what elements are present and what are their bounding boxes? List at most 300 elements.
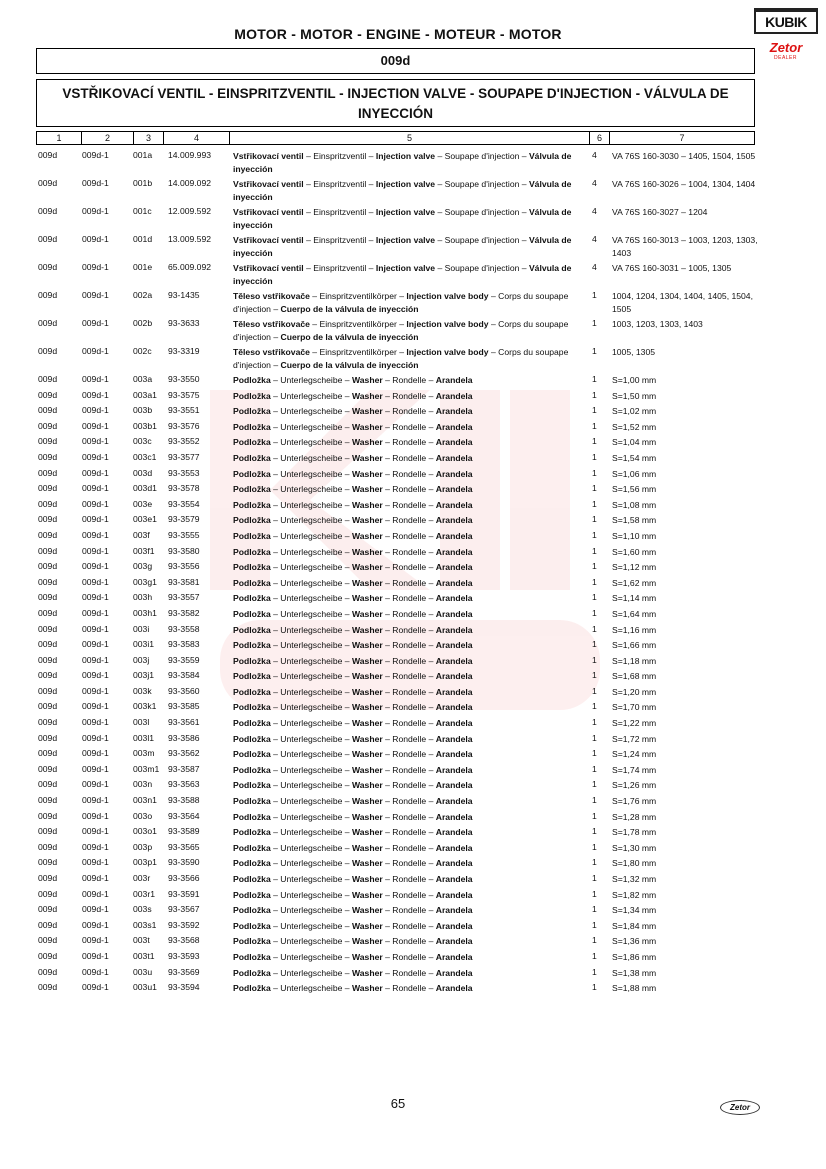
cell-group: 009d xyxy=(38,623,58,634)
cell-subgroup: 009d-1 xyxy=(82,670,109,681)
cell-group: 009d xyxy=(38,919,58,930)
table-row xyxy=(36,436,776,452)
cell-note: S=1,70 mm xyxy=(612,702,657,713)
cell-group: 009d xyxy=(38,178,58,188)
cell-note: VA 76S 160-3030 – 1405, 1504, 1505 xyxy=(612,151,756,161)
cell-part-number: 93-3589 xyxy=(168,826,200,837)
table-row xyxy=(36,421,776,437)
cell-note: S=1,80 mm xyxy=(612,858,657,869)
table-row xyxy=(36,592,776,608)
cell-description: Podložka – Unterlegscheibe – Washer – Rondelle – Arandela xyxy=(233,718,473,729)
cell-part-number: 93-3554 xyxy=(168,498,200,509)
cell-quantity: 1 xyxy=(592,982,597,993)
cell-note: S=1,72 mm xyxy=(612,733,657,744)
cell-quantity: 1 xyxy=(592,810,597,821)
table-row xyxy=(36,717,776,733)
cell-part-number: 93-3553 xyxy=(168,467,200,478)
cell-subgroup: 009d-1 xyxy=(82,639,109,650)
table-row xyxy=(36,982,776,998)
table-row xyxy=(36,483,776,499)
cell-description: Podložka – Unterlegscheibe – Washer – Rondelle – Arandela xyxy=(233,546,473,557)
table-row xyxy=(36,967,776,983)
cell-part-number: 93-3582 xyxy=(168,607,200,618)
cell-position: 003c1 xyxy=(133,451,157,462)
cell-note: S=1,56 mm xyxy=(612,484,657,495)
cell-description: Podložka – Unterlegscheibe – Washer – Rondelle – Arandela xyxy=(233,655,473,666)
cell-group: 009d xyxy=(38,545,58,556)
table-row xyxy=(36,639,776,655)
cell-note: S=1,36 mm xyxy=(612,936,657,947)
cell-part-number: 93-3579 xyxy=(168,514,200,525)
cell-position: 003d xyxy=(133,467,153,478)
cell-note: S=1,78 mm xyxy=(612,827,657,838)
cell-note: VA 76S 160-3027 – 1204 xyxy=(612,207,708,217)
cell-position: 003m1 xyxy=(133,763,160,774)
cell-description: Podložka – Unterlegscheibe – Washer – Rondelle – Arandela xyxy=(233,499,473,510)
cell-position: 003e1 xyxy=(133,514,157,525)
cell-subgroup: 009d-1 xyxy=(82,732,109,743)
cell-subgroup: 009d-1 xyxy=(82,592,109,603)
cell-quantity: 1 xyxy=(592,732,597,743)
cell-position: 003p xyxy=(133,841,153,852)
cell-description: Podložka – Unterlegscheibe – Washer – Rondelle – Arandela xyxy=(233,375,473,385)
table-row xyxy=(36,795,776,811)
table-row xyxy=(36,206,776,234)
cell-group: 009d xyxy=(38,685,58,696)
table-row xyxy=(36,530,776,546)
cell-part-number: 93-3569 xyxy=(168,966,200,977)
cell-note: S=1,16 mm xyxy=(612,624,657,635)
cell-group: 009d xyxy=(38,561,58,572)
cell-quantity: 1 xyxy=(592,701,597,712)
cell-quantity: 1 xyxy=(592,420,597,431)
cell-description: Těleso vstřikovače – Einspritzventilkörper – Injection valve body – Corps du soupape d'injection – Cuerpo de la válvula de inyección xyxy=(233,291,569,314)
cell-part-number: 93-3581 xyxy=(168,576,200,587)
cell-quantity: 1 xyxy=(592,795,597,806)
cell-note: S=1,68 mm xyxy=(612,671,657,682)
cell-quantity: 1 xyxy=(592,374,597,384)
col-5: 5 xyxy=(230,132,590,144)
cell-note: S=1,22 mm xyxy=(612,718,657,729)
cell-subgroup: 009d-1 xyxy=(82,529,109,540)
cell-description: Podložka – Unterlegscheibe – Washer – Rondelle – Arandela xyxy=(233,827,473,838)
cell-part-number: 93-3587 xyxy=(168,763,200,774)
cell-position: 003f xyxy=(133,529,150,540)
cell-subgroup: 009d-1 xyxy=(82,966,109,977)
table-row xyxy=(36,935,776,951)
cell-position: 003b xyxy=(133,405,153,416)
cell-subgroup: 009d-1 xyxy=(82,467,109,478)
table-row xyxy=(36,811,776,827)
cell-description: Podložka – Unterlegscheibe – Washer – Rondelle – Arandela xyxy=(233,406,473,417)
table-row xyxy=(36,670,776,686)
cell-subgroup: 009d-1 xyxy=(82,290,109,300)
cell-subgroup: 009d-1 xyxy=(82,982,109,993)
cell-description: Podložka – Unterlegscheibe – Washer – Rondelle – Arandela xyxy=(233,452,473,463)
cell-position: 003i1 xyxy=(133,639,155,650)
cell-quantity: 1 xyxy=(592,576,597,587)
cell-subgroup: 009d-1 xyxy=(82,607,109,618)
cell-part-number: 93-3558 xyxy=(168,623,200,634)
cell-note: 1003, 1203, 1303, 1403 xyxy=(612,319,703,329)
cell-position: 003e xyxy=(133,498,153,509)
cell-note: S=1,86 mm xyxy=(612,951,657,962)
cell-part-number: 93-3575 xyxy=(168,389,200,400)
cell-note: S=1,14 mm xyxy=(612,593,657,604)
cell-note: 1004, 1204, 1304, 1404, 1405, 1504, 1505 xyxy=(612,291,753,314)
cell-part-number: 93-3560 xyxy=(168,685,200,696)
cell-group: 009d xyxy=(38,483,58,494)
cell-position: 003l xyxy=(133,717,150,728)
cell-description: Podložka – Unterlegscheibe – Washer – Rondelle – Arandela xyxy=(233,936,473,947)
cell-description: Vstřikovací ventil – Einspritzventil – Injection valve – Soupape d'injection – Válvula de inyección xyxy=(233,151,572,174)
cell-quantity: 1 xyxy=(592,935,597,946)
cell-group: 009d xyxy=(38,841,58,852)
cell-description: Podložka – Unterlegscheibe – Washer – Rondelle – Arandela xyxy=(233,811,473,822)
cell-subgroup: 009d-1 xyxy=(82,514,109,525)
section-title: VSTŘIKOVACÍ VENTIL - EINSPRITZVENTIL - INJECTION VALVE - SOUPAPE D'INJECTION - VÁLVULA DE INYECCIÓN xyxy=(36,79,755,127)
cell-position: 003s xyxy=(133,904,152,915)
cell-quantity: 1 xyxy=(592,498,597,509)
cell-part-number: 93-3577 xyxy=(168,451,200,462)
cell-quantity: 1 xyxy=(592,904,597,915)
cell-part-number: 93-3561 xyxy=(168,717,200,728)
table-row xyxy=(36,748,776,764)
cell-description: Podložka – Unterlegscheibe – Washer – Rondelle – Arandela xyxy=(233,562,473,573)
cell-part-number: 13.009.592 xyxy=(168,234,212,244)
cell-part-number: 93-3591 xyxy=(168,888,200,899)
table-row xyxy=(36,873,776,889)
cell-group: 009d xyxy=(38,701,58,712)
cell-quantity: 1 xyxy=(592,841,597,852)
cell-group: 009d xyxy=(38,654,58,665)
cell-group: 009d xyxy=(38,467,58,478)
cell-group: 009d xyxy=(38,795,58,806)
cell-description: Podložka – Unterlegscheibe – Washer – Rondelle – Arandela xyxy=(233,515,473,526)
cell-quantity: 1 xyxy=(592,857,597,868)
cell-part-number: 93-3584 xyxy=(168,670,200,681)
table-row xyxy=(36,857,776,873)
cell-quantity: 1 xyxy=(592,592,597,603)
cell-quantity: 1 xyxy=(592,561,597,572)
cell-description: Podložka – Unterlegscheibe – Washer – Rondelle – Arandela xyxy=(233,484,473,495)
cell-description: Vstřikovací ventil – Einspritzventil – Injection valve – Soupape d'injection – Válvula de inyección xyxy=(233,179,572,202)
cell-part-number: 93-3585 xyxy=(168,701,200,712)
cell-part-number: 93-3583 xyxy=(168,639,200,650)
cell-description: Vstřikovací ventil – Einspritzventil – Injection valve – Soupape d'injection – Válvula de inyección xyxy=(233,235,572,258)
cell-note: VA 76S 160-3013 – 1003, 1203, 1303, 1403 xyxy=(612,235,758,258)
table-row xyxy=(36,701,776,717)
cell-part-number: 14.009.092 xyxy=(168,178,212,188)
cell-quantity: 1 xyxy=(592,405,597,416)
cell-subgroup: 009d-1 xyxy=(82,826,109,837)
cell-group: 009d xyxy=(38,290,58,300)
cell-part-number: 93-3551 xyxy=(168,405,200,416)
cell-group: 009d xyxy=(38,206,58,216)
table-row xyxy=(36,561,776,577)
cell-position: 003c xyxy=(133,436,152,447)
cell-part-number: 93-3568 xyxy=(168,935,200,946)
col-4: 4 xyxy=(164,132,230,144)
cell-position: 003r1 xyxy=(133,888,155,899)
cell-subgroup: 009d-1 xyxy=(82,405,109,416)
table-row xyxy=(36,826,776,842)
table-row xyxy=(36,468,776,484)
cell-part-number: 93-3552 xyxy=(168,436,200,447)
table-row xyxy=(36,178,776,206)
cell-group: 009d xyxy=(38,607,58,618)
cell-part-number: 93-1435 xyxy=(168,290,200,300)
cell-quantity: 1 xyxy=(592,483,597,494)
cell-subgroup: 009d-1 xyxy=(82,717,109,728)
cell-subgroup: 009d-1 xyxy=(82,389,109,400)
cell-note: S=1,60 mm xyxy=(612,546,657,557)
cell-group: 009d xyxy=(38,451,58,462)
cell-note: S=1,18 mm xyxy=(612,655,657,666)
table-row xyxy=(36,546,776,562)
col-3: 3 xyxy=(134,132,164,144)
cell-quantity: 1 xyxy=(592,763,597,774)
cell-description: Podložka – Unterlegscheibe – Washer – Rondelle – Arandela xyxy=(233,967,473,978)
kubik-logo: KUBIK xyxy=(754,10,818,34)
cell-group: 009d xyxy=(38,982,58,993)
cell-position: 001d xyxy=(133,234,153,244)
table-row xyxy=(36,405,776,421)
cell-group: 009d xyxy=(38,639,58,650)
cell-group: 009d xyxy=(38,966,58,977)
cell-group: 009d xyxy=(38,779,58,790)
table-row xyxy=(36,390,776,406)
cell-part-number: 93-3559 xyxy=(168,654,200,665)
cell-note: S=1,00 mm xyxy=(612,375,657,385)
cell-subgroup: 009d-1 xyxy=(82,935,109,946)
cell-position: 003j xyxy=(133,654,150,665)
cell-group: 009d xyxy=(38,748,58,759)
cell-group: 009d xyxy=(38,318,58,328)
cell-position: 003t xyxy=(133,935,150,946)
cell-position: 003r xyxy=(133,873,151,883)
cell-subgroup: 009d-1 xyxy=(82,234,109,244)
table-row xyxy=(36,733,776,749)
cell-position: 003s1 xyxy=(133,919,157,930)
table-row xyxy=(36,262,776,290)
cell-part-number: 93-3566 xyxy=(168,873,200,883)
cell-quantity: 1 xyxy=(592,919,597,930)
cell-note: S=1,50 mm xyxy=(612,390,657,401)
cell-part-number: 93-3567 xyxy=(168,904,200,915)
cell-subgroup: 009d-1 xyxy=(82,262,109,272)
cell-subgroup: 009d-1 xyxy=(82,841,109,852)
cell-position: 001a xyxy=(133,150,153,160)
cell-group: 009d xyxy=(38,826,58,837)
cell-group: 009d xyxy=(38,420,58,431)
cell-note: S=1,64 mm xyxy=(612,608,657,619)
cell-part-number: 93-3319 xyxy=(168,346,200,356)
cell-subgroup: 009d-1 xyxy=(82,810,109,821)
cell-group: 009d xyxy=(38,763,58,774)
cell-subgroup: 009d-1 xyxy=(82,857,109,868)
table-row xyxy=(36,624,776,640)
cell-group: 009d xyxy=(38,262,58,272)
cell-note: S=1,26 mm xyxy=(612,780,657,791)
cell-group: 009d xyxy=(38,150,58,160)
cell-subgroup: 009d-1 xyxy=(82,545,109,556)
cell-note: S=1,04 mm xyxy=(612,437,657,448)
cell-note: S=1,88 mm xyxy=(612,983,657,994)
cell-part-number: 93-3590 xyxy=(168,857,200,868)
cell-note: S=1,02 mm xyxy=(612,406,657,417)
cell-note: S=1,84 mm xyxy=(612,920,657,931)
cell-note: S=1,58 mm xyxy=(612,515,657,526)
cell-subgroup: 009d-1 xyxy=(82,150,109,160)
cell-quantity: 1 xyxy=(592,545,597,556)
cell-quantity: 1 xyxy=(592,607,597,618)
cell-position: 003p1 xyxy=(133,857,157,868)
cell-position: 003h1 xyxy=(133,607,157,618)
cell-subgroup: 009d-1 xyxy=(82,436,109,447)
cell-part-number: 93-3564 xyxy=(168,810,200,821)
cell-note: S=1,62 mm xyxy=(612,577,657,588)
cell-description: Vstřikovací ventil – Einspritzventil – Injection valve – Soupape d'injection – Válvula de inyección xyxy=(233,263,572,286)
cell-quantity: 1 xyxy=(592,950,597,961)
cell-quantity: 1 xyxy=(592,290,597,300)
cell-description: Podložka – Unterlegscheibe – Washer – Rondelle – Arandela xyxy=(233,733,473,744)
cell-description: Těleso vstřikovače – Einspritzventilkörper – Injection valve body – Corps du soupape d'injection – Cuerpo de la válvula de inyección xyxy=(233,347,569,370)
cell-part-number: 93-3565 xyxy=(168,841,200,852)
cell-position: 003b1 xyxy=(133,420,157,431)
cell-quantity: 1 xyxy=(592,318,597,328)
cell-quantity: 1 xyxy=(592,826,597,837)
cell-group: 009d xyxy=(38,436,58,447)
cell-group: 009d xyxy=(38,873,58,883)
zetor-footer-logo: Zetor xyxy=(720,1100,760,1115)
table-row xyxy=(36,514,776,530)
cell-part-number: 93-3562 xyxy=(168,748,200,759)
cell-subgroup: 009d-1 xyxy=(82,374,109,384)
table-row xyxy=(36,452,776,468)
cell-quantity: 1 xyxy=(592,436,597,447)
cell-description: Podložka – Unterlegscheibe – Washer – Rondelle – Arandela xyxy=(233,842,473,853)
zetor-logo: Zetor xyxy=(769,40,803,55)
cell-note: S=1,82 mm xyxy=(612,889,657,900)
cell-position: 003j1 xyxy=(133,670,155,681)
cell-note: S=1,06 mm xyxy=(612,468,657,479)
cell-group: 009d xyxy=(38,717,58,728)
cell-position: 003t1 xyxy=(133,950,155,961)
cell-subgroup: 009d-1 xyxy=(82,950,109,961)
cell-position: 002c xyxy=(133,346,152,356)
cell-quantity: 4 xyxy=(592,262,597,272)
cell-note: S=1,20 mm xyxy=(612,686,657,697)
cell-position: 003k xyxy=(133,685,152,696)
cell-group: 009d xyxy=(38,888,58,899)
cell-subgroup: 009d-1 xyxy=(82,904,109,915)
cell-part-number: 93-3594 xyxy=(168,982,200,993)
cell-group: 009d xyxy=(38,514,58,525)
cell-quantity: 1 xyxy=(592,873,597,883)
cell-part-number: 93-3550 xyxy=(168,374,200,384)
kubik-zetor-logo xyxy=(754,10,820,62)
cell-quantity: 1 xyxy=(592,389,597,400)
cell-quantity: 4 xyxy=(592,150,597,160)
cell-subgroup: 009d-1 xyxy=(82,206,109,216)
cell-description: Podložka – Unterlegscheibe – Washer – Rondelle – Arandela xyxy=(233,983,473,994)
table-row xyxy=(36,889,776,905)
cell-description: Podložka – Unterlegscheibe – Washer – Rondelle – Arandela xyxy=(233,624,473,635)
cell-quantity: 1 xyxy=(592,639,597,650)
cell-group: 009d xyxy=(38,950,58,961)
cell-position: 003o xyxy=(133,810,153,821)
cell-group: 009d xyxy=(38,389,58,400)
cell-position: 001e xyxy=(133,262,153,272)
cell-part-number: 93-3556 xyxy=(168,561,200,572)
cell-note: VA 76S 160-3026 – 1004, 1304, 1404 xyxy=(612,179,756,189)
cell-quantity: 4 xyxy=(592,178,597,188)
cell-quantity: 1 xyxy=(592,779,597,790)
cell-group: 009d xyxy=(38,576,58,587)
cell-quantity: 1 xyxy=(592,670,597,681)
cell-part-number: 93-3588 xyxy=(168,795,200,806)
cell-part-number: 93-3580 xyxy=(168,545,200,556)
table-row xyxy=(36,655,776,671)
cell-subgroup: 009d-1 xyxy=(82,748,109,759)
cell-quantity: 1 xyxy=(592,717,597,728)
table-row xyxy=(36,374,776,390)
cell-part-number: 93-3555 xyxy=(168,529,200,540)
cell-description: Podložka – Unterlegscheibe – Washer – Rondelle – Arandela xyxy=(233,608,473,619)
cell-quantity: 1 xyxy=(592,529,597,540)
cell-description: Podložka – Unterlegscheibe – Washer – Rondelle – Arandela xyxy=(233,390,473,401)
col-2: 2 xyxy=(82,132,134,144)
cell-description: Podložka – Unterlegscheibe – Washer – Rondelle – Arandela xyxy=(233,889,473,900)
cell-quantity: 1 xyxy=(592,685,597,696)
cell-position: 003n xyxy=(133,779,153,790)
cell-subgroup: 009d-1 xyxy=(82,561,109,572)
cell-group: 009d xyxy=(38,670,58,681)
page-number: 65 xyxy=(390,1096,406,1111)
cell-position: 003l1 xyxy=(133,732,155,743)
cell-subgroup: 009d-1 xyxy=(82,685,109,696)
cell-group: 009d xyxy=(38,374,58,384)
cell-position: 002b xyxy=(133,318,153,328)
cell-description: Podložka – Unterlegscheibe – Washer – Rondelle – Arandela xyxy=(233,421,473,432)
cell-group: 009d xyxy=(38,810,58,821)
parts-table xyxy=(36,150,776,998)
cell-position: 003a1 xyxy=(133,389,157,400)
cell-group: 009d xyxy=(38,904,58,915)
cell-description: Podložka – Unterlegscheibe – Washer – Rondelle – Arandela xyxy=(233,749,473,760)
cell-quantity: 1 xyxy=(592,346,597,356)
cell-note: S=1,54 mm xyxy=(612,452,657,463)
cell-subgroup: 009d-1 xyxy=(82,483,109,494)
cell-note: S=1,38 mm xyxy=(612,967,657,978)
cell-subgroup: 009d-1 xyxy=(82,623,109,634)
cell-part-number: 93-3586 xyxy=(168,732,200,743)
cell-note: S=1,74 mm xyxy=(612,764,657,775)
cell-subgroup: 009d-1 xyxy=(82,498,109,509)
cell-description: Podložka – Unterlegscheibe – Washer – Rondelle – Arandela xyxy=(233,437,473,448)
cell-quantity: 1 xyxy=(592,451,597,462)
cell-description: Podložka – Unterlegscheibe – Washer – Rondelle – Arandela xyxy=(233,905,473,916)
cell-subgroup: 009d-1 xyxy=(82,795,109,806)
cell-part-number: 93-3633 xyxy=(168,318,200,328)
col-7: 7 xyxy=(679,133,685,143)
col-1: 1 xyxy=(37,132,82,144)
cell-part-number: 65.009.092 xyxy=(168,262,212,272)
cell-note: S=1,66 mm xyxy=(612,640,657,651)
cell-position: 003a xyxy=(133,374,153,384)
cell-note: S=1,76 mm xyxy=(612,796,657,807)
